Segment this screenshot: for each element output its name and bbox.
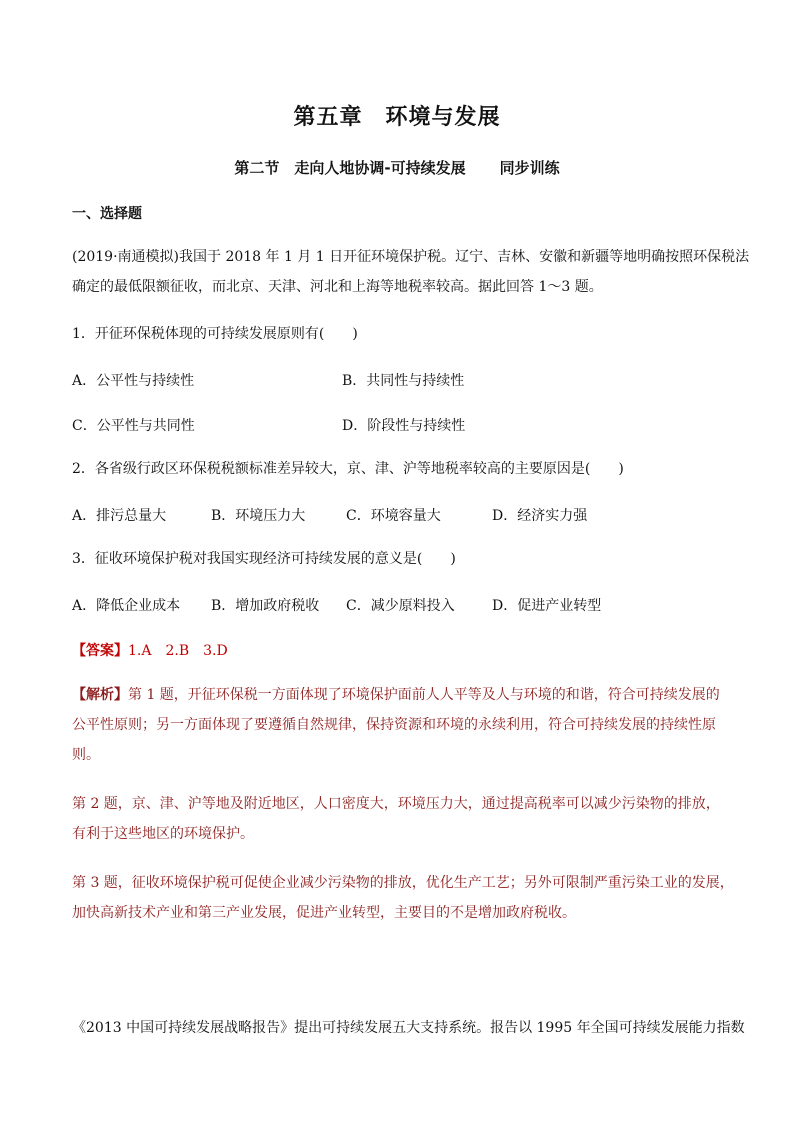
- passage-line-1: (2019·南通模拟)我国于 2018 年 1 月 1 日开征环境保护税。辽宁、吉林、安徽和新疆等地明确按照环保税法: [72, 249, 750, 265]
- answer-label: 【答案】: [72, 643, 128, 659]
- question-2-option-d: D．经济实力强: [492, 508, 588, 524]
- analysis-line-1: [72, 684, 720, 706]
- question-2-option-a: A．排污总量大: [72, 508, 167, 524]
- analysis-p3-line-1: 第 3 题，征收环境保护税可促使企业减少污染物的排放，优化生产工艺；另外可限制严重污染工业的发展，: [72, 875, 734, 891]
- passage-line-2: 确定的最低限额征收，而北京、天津、河北和上海等地税率较高。据此回答 1～3 题。: [72, 279, 603, 295]
- next-passage-line-1: 《2013 中国可持续发展战略报告》提出可持续发展五大支持系统。报告以 1995 年全国可持续发展能力指数: [72, 1020, 745, 1036]
- question-2-option-b: B．环境压力大: [211, 508, 306, 524]
- question-1-option-c: C．公平性与共同性: [72, 418, 195, 434]
- question-2-option-c: C．环境容量大: [346, 508, 441, 524]
- analysis-p1-line-2: 公平性原则；另一方面体现了要遵循自然规律，保持资源和环境的永续利用，符合可持续发展的持续性原: [72, 717, 716, 733]
- question-1-option-d: D．阶段性与持续性: [342, 418, 466, 434]
- analysis-p1-line-3: 则。: [72, 747, 100, 763]
- analysis-label: 【解析】: [72, 687, 128, 703]
- answer-value: 1.A 2.B 3.D: [128, 643, 228, 659]
- analysis-p1-line-1: 第 1 题，开征环保税一方面体现了环境保护面前人人平等及人与环境的和谐，符合可持续发展的: [128, 687, 720, 703]
- question-3-option-d: D．促进产业转型: [492, 598, 602, 614]
- question-3-option-a: A．降低企业成本: [72, 598, 181, 614]
- section-subtitle-tag: 同步训练: [499, 159, 560, 177]
- answer-block: [72, 640, 228, 660]
- question-1-option-a: A．公平性与持续性: [72, 373, 195, 389]
- question-1-stem: 1．开征环保税体现的可持续发展原则有( ): [72, 326, 358, 342]
- question-3-option-b: B．增加政府税收: [211, 598, 320, 614]
- question-2-stem: 2．各省级行政区环保税税额标准差异较大，京、津、沪等地税率较高的主要原因是( ): [72, 461, 624, 477]
- section-subtitle-main: 第二节 走向人地协调-可持续发展: [234, 159, 466, 177]
- section-subtitle: [0, 157, 794, 178]
- question-3-stem: 3．征收环境保护税对我国实现经济可持续发展的意义是( ): [72, 551, 456, 567]
- analysis-p2-line-1: 第 2 题，京、津、沪等地及附近地区，人口密度大，环境压力大，通过提高税率可以减少污染物的排放，: [72, 796, 720, 812]
- section-heading: 一、选择题: [72, 206, 142, 222]
- question-3-option-c: C．减少原料投入: [346, 598, 455, 614]
- analysis-p2-line-2: 有利于这些地区的环境保护。: [72, 826, 254, 842]
- analysis-p3-line-2: 加快高新技术产业和第三产业发展，促进产业转型，主要目的不是增加政府税收。: [72, 905, 576, 921]
- question-1-option-b: B．共同性与持续性: [342, 373, 465, 389]
- chapter-title: 第五章 环境与发展: [293, 105, 501, 130]
